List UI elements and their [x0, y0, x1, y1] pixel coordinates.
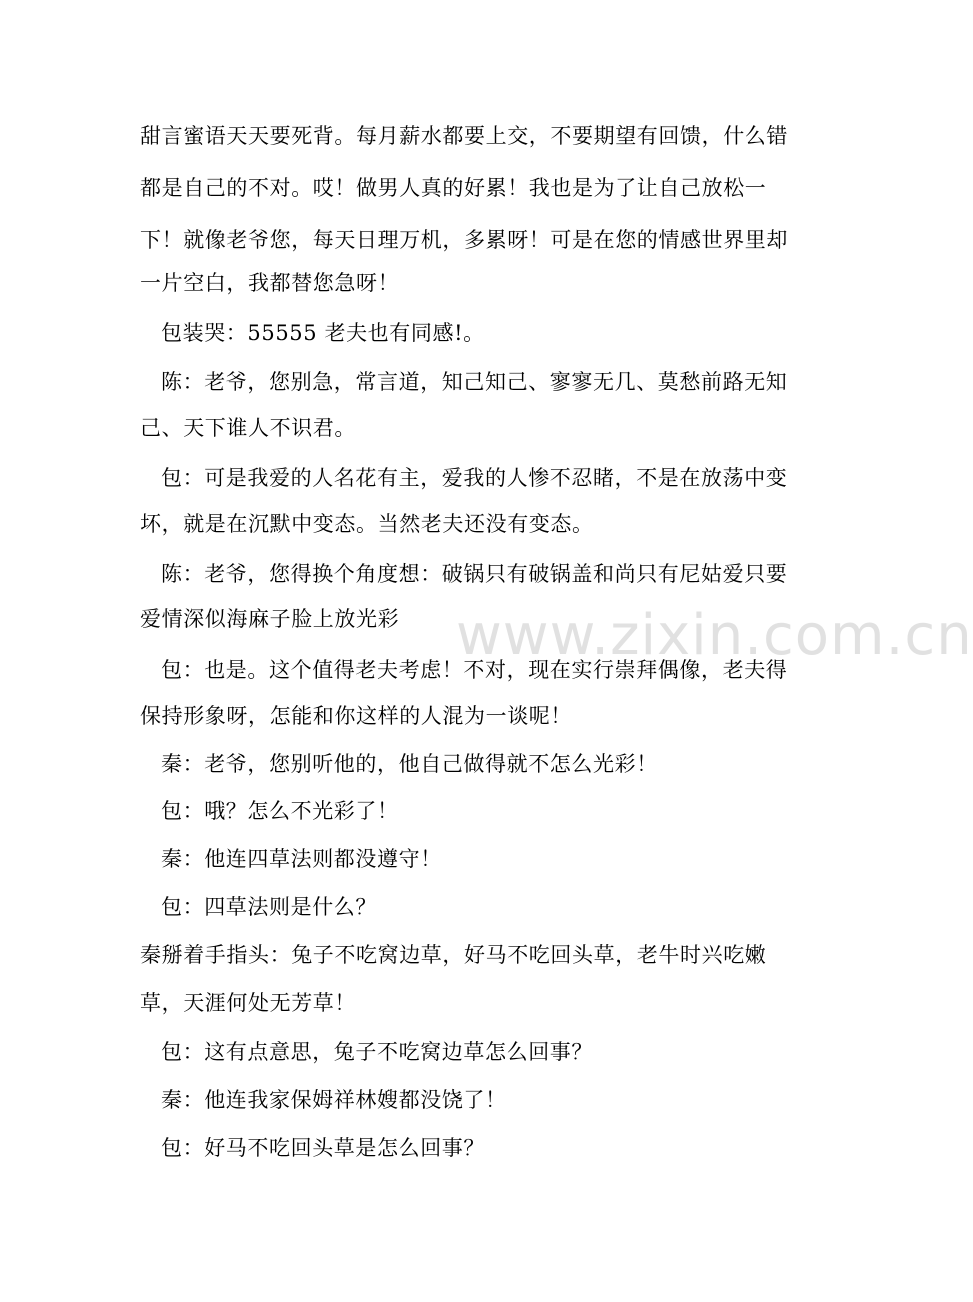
text-line: 包：哦？怎么不光彩了！ — [161, 799, 399, 823]
text-line: 包：好马不吃回头草是怎么回事？ — [161, 1136, 485, 1160]
text-line: 包：也是。这个值得老夫考虑！不对，现在实行崇拜偶像，老夫得 — [161, 658, 788, 682]
text-line: 陈：老爷，您别急，常言道，知己知己、寥寥无几、莫愁前路无知 — [161, 370, 788, 394]
text-line: 草，天涯何处无芳草！ — [140, 991, 356, 1015]
text-line: 甜言蜜语天天要死背。每月薪水都要上交，不要期望有回馈，什么错 — [140, 124, 788, 148]
text-line: 陈：老爷，您得换个角度想：破锅只有破锅盖和尚只有尼姑爱只要 — [161, 562, 788, 586]
text-line: 秦：他连我家保姆祥林嫂都没饶了！ — [161, 1088, 507, 1112]
text-line: 秦：他连四草法则都没遵守！ — [161, 847, 442, 871]
watermark: www.zixin.com.cn — [456, 603, 973, 668]
text-line: 下！就像老爷您，每天日理万机，多累呀！可是在您的情感世界里却 — [140, 228, 788, 252]
text-line: 一片空白，我都替您急呀！ — [140, 271, 400, 295]
text-line: 秦掰着手指头：兔子不吃窝边草，好马不吃回头草，老牛时兴吃嫩 — [140, 943, 767, 967]
text-line: 包：四草法则是什么？ — [161, 895, 377, 919]
text-line: 坏，就是在沉默中变态。当然老夫还没有变态。 — [140, 512, 594, 536]
text-line: 秦：老爷，您别听他的，他自己做得就不怎么光彩！ — [161, 752, 658, 776]
text-line: 包：这有点意思，兔子不吃窝边草怎么回事？ — [161, 1040, 593, 1064]
text-line: 己、天下谁人不识君。 — [140, 416, 356, 440]
text-line: 爱情深似海麻子脸上放光彩 — [140, 607, 400, 631]
text-line: 包装哭：55555 老夫也有同感!。 — [161, 321, 485, 345]
text-line: 包：可是我爱的人名花有主，爱我的人惨不忍睹，不是在放荡中变 — [161, 466, 788, 490]
text-line: 保持形象呀，怎能和你这样的人混为一谈呢！ — [140, 704, 572, 728]
text-line: 都是自己的不对。哎！做男人真的好累！我也是为了让自己放松一 — [140, 176, 767, 200]
